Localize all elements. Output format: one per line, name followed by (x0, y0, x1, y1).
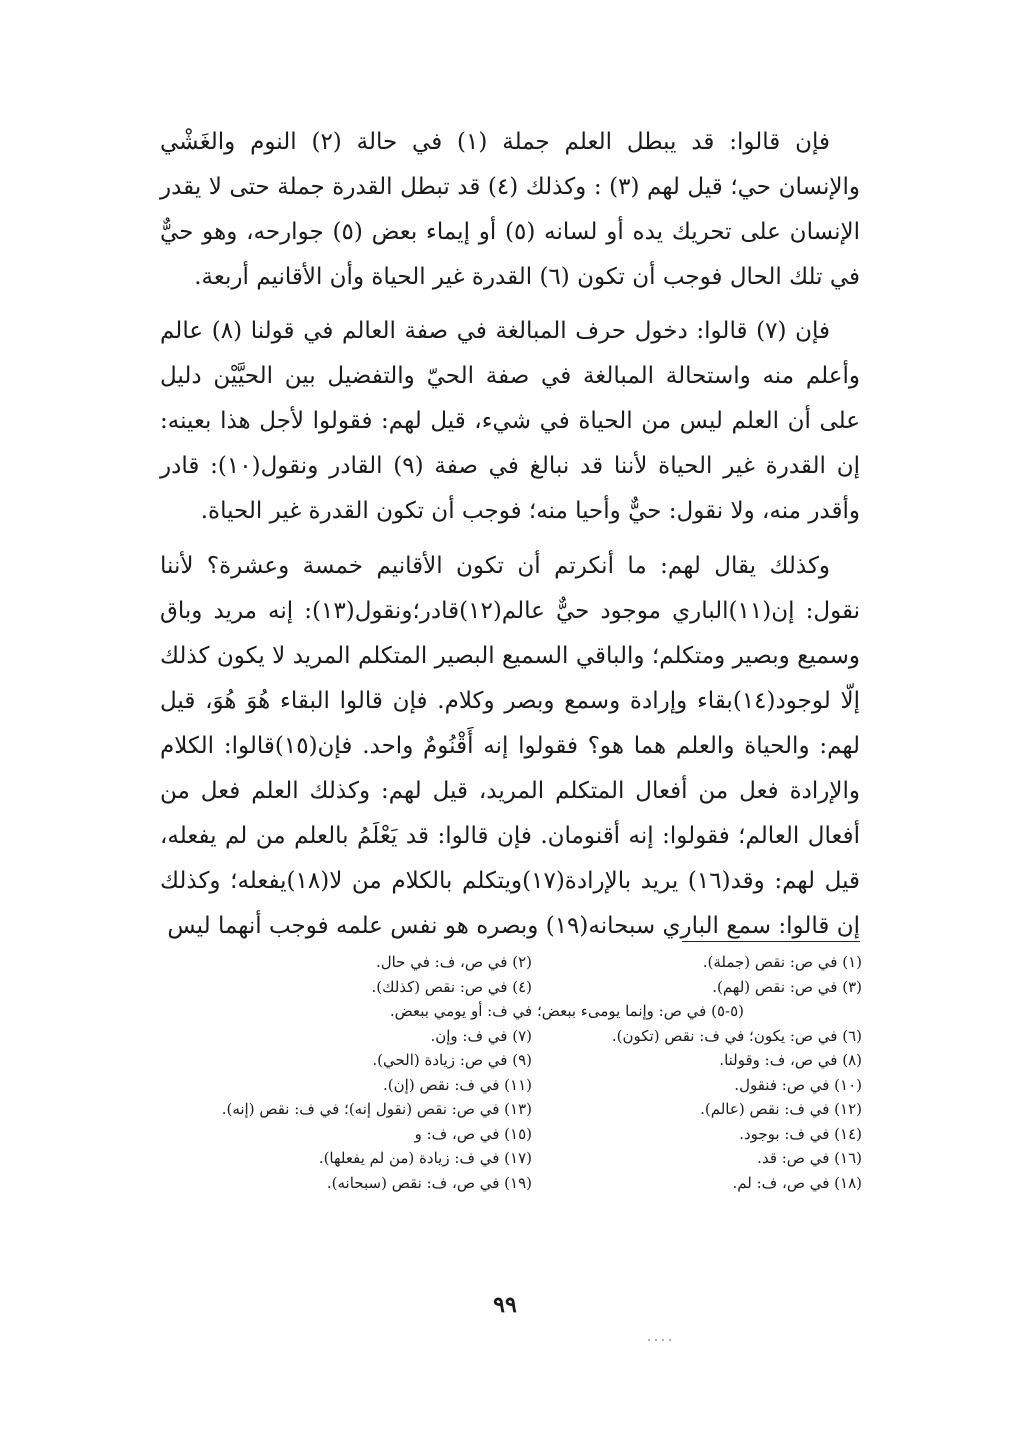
footnote-5: (٥-٥) في ص: وإنما يومىء ببعض؛ في ف: أو يومي ببعض. (389, 1002, 744, 1020)
footnote-16: (١٦) في ص: قد. (757, 1149, 862, 1167)
footnote-18: (١٨) في ص، ف: لم. (732, 1173, 862, 1192)
footnote-13: (١٣) في ص: نقص (نقول إنه)؛ في ف: نقص (إنه). (221, 1100, 532, 1118)
footnote-14: (١٤) في ف: بوجود. (739, 1124, 862, 1143)
footnote-separator (682, 941, 860, 942)
body-paragraph-1 (160, 120, 860, 300)
footnote-17: (١٧) في ف: زيادة (من لم يفعلها). (318, 1149, 532, 1167)
footnote-row (160, 999, 862, 1024)
body-paragraph-3 (160, 544, 860, 949)
footnote-8: (٨) في ص، ف: وقولنا. (719, 1051, 862, 1069)
footnote-12: (١٢) في ف: نقص (عالم). (700, 1100, 862, 1118)
footnote-9: (٩) في ص: زيادة (الحي). (372, 1051, 532, 1069)
footnote-10: (١٠) في ص: فنقول. (734, 1075, 862, 1094)
paragraph-text: فإن قالوا: قد يبطل العلم جملة (١) في حالة (٢) النوم والغَشْي والإنسان حي؛ قيل لهم (٣) : وكذلك (٤) قد تبطل القدرة جملة حتى لا يقدر الإنسان على تحريك يده أو لسانه (٥) أو إيماء بعض (٥) جوارحه، وهو حيٌّ في تلك الحال فوجب أن تكون (٦) القدرة غير الحياة وأن الأقانيم أربعة. (160, 129, 861, 290)
paragraph-text: وكذلك يقال لهم: ما أنكرتم أن تكون الأقانيم خمسة وعشرة؟ لأننا نقول: إن(١١)الباري موجود حيٌّ عالم(١٢)قادر؛ونقول(١٣): إنه مريد وباق وسميع وبصير ومتكلم؛ والباقي السميع البصير المتكلم المريد لا يكون كذلك إلّا لوجود(١٤)بقاء وإرادة وسمع وبصر وكلام. فإن قالوا البقاء هُوَ هُوَ، قيل لهم: والحياة والعلم هما هو؟ فقولوا إنه أَقْنُومٌ واحد. فإن(١٥)قالوا: الكلام والإرادة فعل من أفعال المتكلم المريد، قيل لهم: وكذلك العلم فعل من أفعال العالم؛ فقولوا: إنه أقنومان. فإن قالوا: قد يَعْلَمُ بالعلم من لم يفعله، قيل لهم: وقد(١٦) يريد بالإرادة(١٧)ويتكلم بالكلام من لا(١٨)يفعله؛ وكذلك إن قالوا: سمع الباري سبحانه(١٩) وبصره هو نفس علمه فوجب أنهما ليس (160, 553, 860, 939)
footnote-row (160, 1122, 862, 1147)
footnote-row (160, 1073, 862, 1098)
scan-artifact (648, 1326, 688, 1330)
page-number: ٩٩ (493, 1292, 517, 1318)
footnote-15: (١٥) في ص، ف: و (414, 1124, 532, 1143)
footnote-19: (١٩) في ص، ف: نقص (سبحانه). (326, 1173, 532, 1192)
footnote-1: (١) في ص: نقص (جملة). (702, 953, 862, 971)
footnote-row (160, 950, 862, 975)
footnote-row (160, 1024, 862, 1049)
footnote-row (160, 1097, 862, 1122)
footnote-6: (٦) في ص: يكون؛ في ف: نقص (تكون). (611, 1026, 862, 1045)
footnote-11: (١١) في ف: نقص (إن). (383, 1075, 532, 1094)
footnote-4: (٤) في ص: نقص (كذلك). (371, 977, 532, 996)
footnote-3: (٣) في ص: نقص (لهم). (712, 977, 862, 996)
footnote-row (160, 1171, 862, 1196)
footnotes (160, 950, 862, 1195)
paragraph-text: فإن (٧) قالوا: دخول حرف المبالغة في صفة العالم في قولنا (٨) عالم وأعلم منه واستحالة المبالغة في صفة الحيّ والتفضيل بين الحيَّيْن دليل على أن العلم ليس من الحياة في شيء، قيل لهم: فقولوا لأجل هذا بعينه: إن القدرة غير الحياة لأننا قد نبالغ في صفة (٩) القادر ونقول(١٠): قادر وأقدر منه، ولا نقول: حيٌّ وأحيا منه؛ فوجب أن تكون القدرة غير الحياة. (160, 318, 860, 524)
footnote-row (160, 1048, 862, 1073)
footnote-row (160, 1146, 862, 1171)
body-paragraph-2 (160, 309, 860, 534)
footnote-2: (٢) في ص، ف: في حال. (375, 953, 532, 971)
footnote-7: (٧) في ف: وإن. (430, 1026, 532, 1045)
footnote-row (160, 975, 862, 1000)
